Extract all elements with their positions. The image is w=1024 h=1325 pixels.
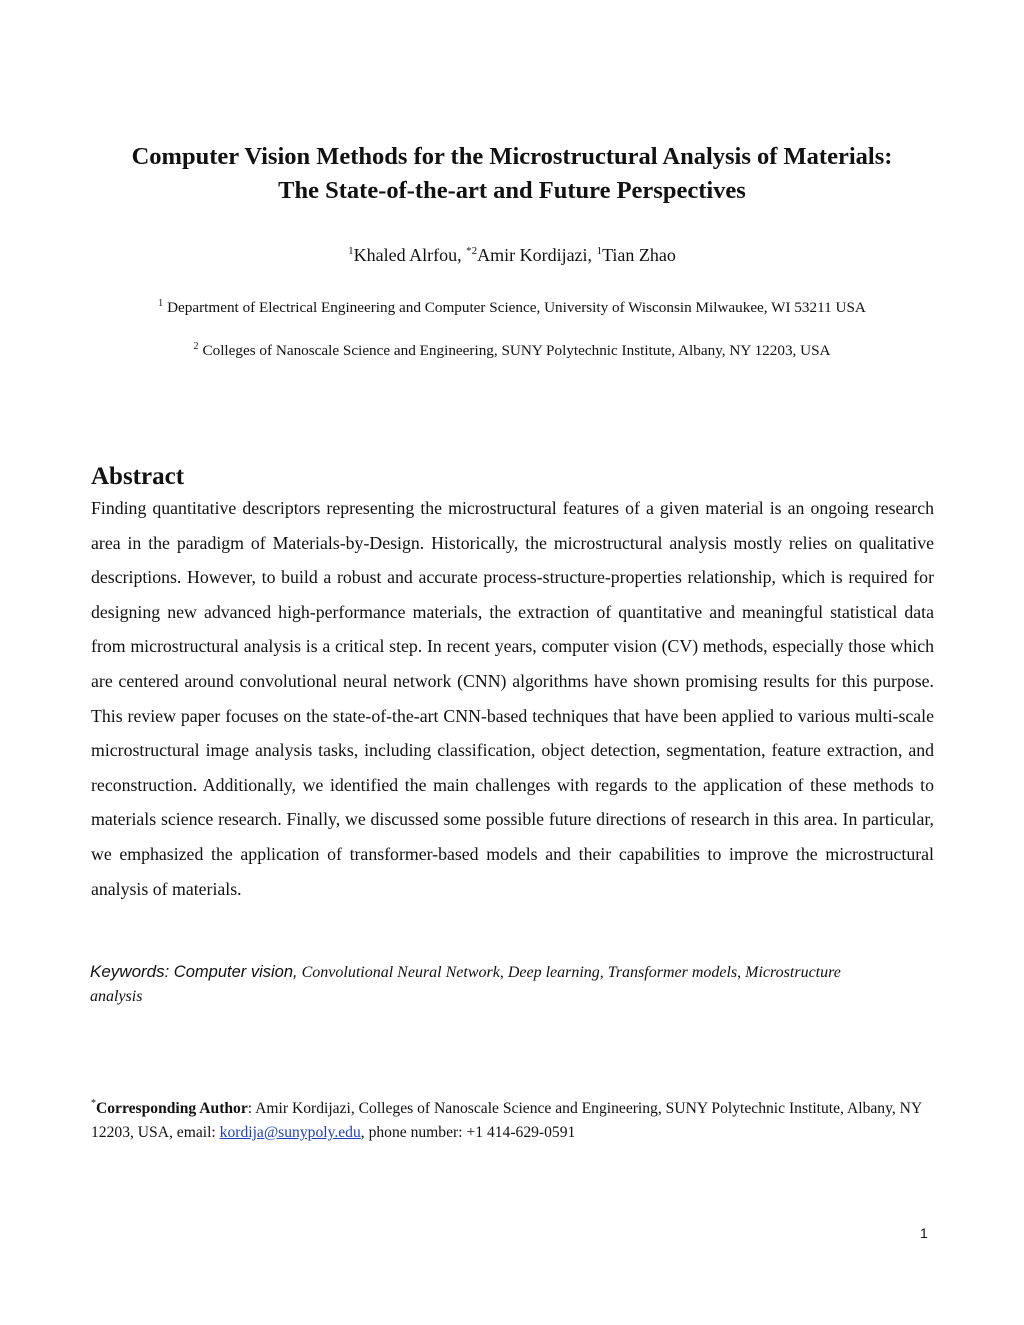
affiliation-2-mark: 2 xyxy=(193,341,199,352)
paper-title-line-2: The State-of-the-art and Future Perspectives xyxy=(278,177,746,204)
abstract-body: Finding quantitative descriptors representing the microstructural features of a given material is an ongoing research area in the paradigm of Materials-by-Design. Historically, the microstructural analysis mostly relies on qualitative descriptions. However, to build a robust and accurate process-structure-properties relationship, which is required for designing new advanced high-performance materials, the extraction of quantitative and meaningful statistical data from microstructural analysis is a critical step. In recent years, computer vision (CV) methods, especially those which are centered around convolutional neural network (CNN) algorithms have shown promising results for this purpose. This review paper focuses on the state-of-the-art CNN-based techniques that have been applied to various multi-scale microstructural image analysis tasks, including classification, object detection, segmentation, feature extraction, and reconstruction. Additionally, we identified the main challenges with regards to the application of these methods to materials science research. Finally, we discussed some possible future directions of research in this area. In particular, we emphasized the application of transformer-based models and their capabilities to improve the microstructural analysis of materials. xyxy=(91,498,934,899)
author-1-affiliation-mark: 1 xyxy=(348,245,354,257)
abstract-heading: Abstract xyxy=(91,463,185,490)
keywords-label: Keywords xyxy=(90,962,165,981)
keywords-list: Convolutional Neural Network, Deep learning, Transformer models, Microstructure analysis xyxy=(90,964,841,1005)
affiliation-2-text: Colleges of Nanoscale Science and Engineering, SUNY Polytechnic Institute, Albany, NY 12203, USA xyxy=(202,342,831,359)
affiliation-1 xyxy=(60,298,964,318)
author-2-affiliation-mark: *2 xyxy=(466,245,478,257)
author-3-affiliation-mark: 1 xyxy=(596,245,603,257)
paper-title-line-1: Computer Vision Methods for the Microstructural Analysis of Materials: xyxy=(131,143,893,170)
keywords-lead: : Computer vision, xyxy=(164,963,298,981)
affiliation-2 xyxy=(60,341,964,361)
author-list xyxy=(60,243,964,267)
author-3-name: Tian Zhao xyxy=(602,245,676,265)
author-1-name: Khaled Alrfou, xyxy=(353,245,462,265)
corresponding-mark: * xyxy=(91,1098,96,1109)
affiliation-1-text: Department of Electrical Engineering and Computer Science, University of Wisconsin Milwaukee, WI 53211 USA xyxy=(167,299,866,316)
corresponding-email-link[interactable]: kordija@sunypoly.edu xyxy=(219,1124,361,1141)
page-number: 1 xyxy=(920,1225,928,1241)
author-2-name: Amir Kordijazi, xyxy=(477,245,593,265)
corresponding-author-note xyxy=(91,1097,951,1145)
corresponding-text: : Amir Kordijazi, Colleges of Nanoscale Science and Engineering, SUNY Polytechnic Institute, Albany, NY 12203, USA, email: xyxy=(91,1100,922,1141)
keywords xyxy=(90,960,890,1009)
corresponding-phone: , phone number: +1 414-629-0591 xyxy=(360,1124,576,1141)
affiliation-1-mark: 1 xyxy=(158,298,164,309)
corresponding-label: Corresponding Author xyxy=(96,1100,248,1117)
